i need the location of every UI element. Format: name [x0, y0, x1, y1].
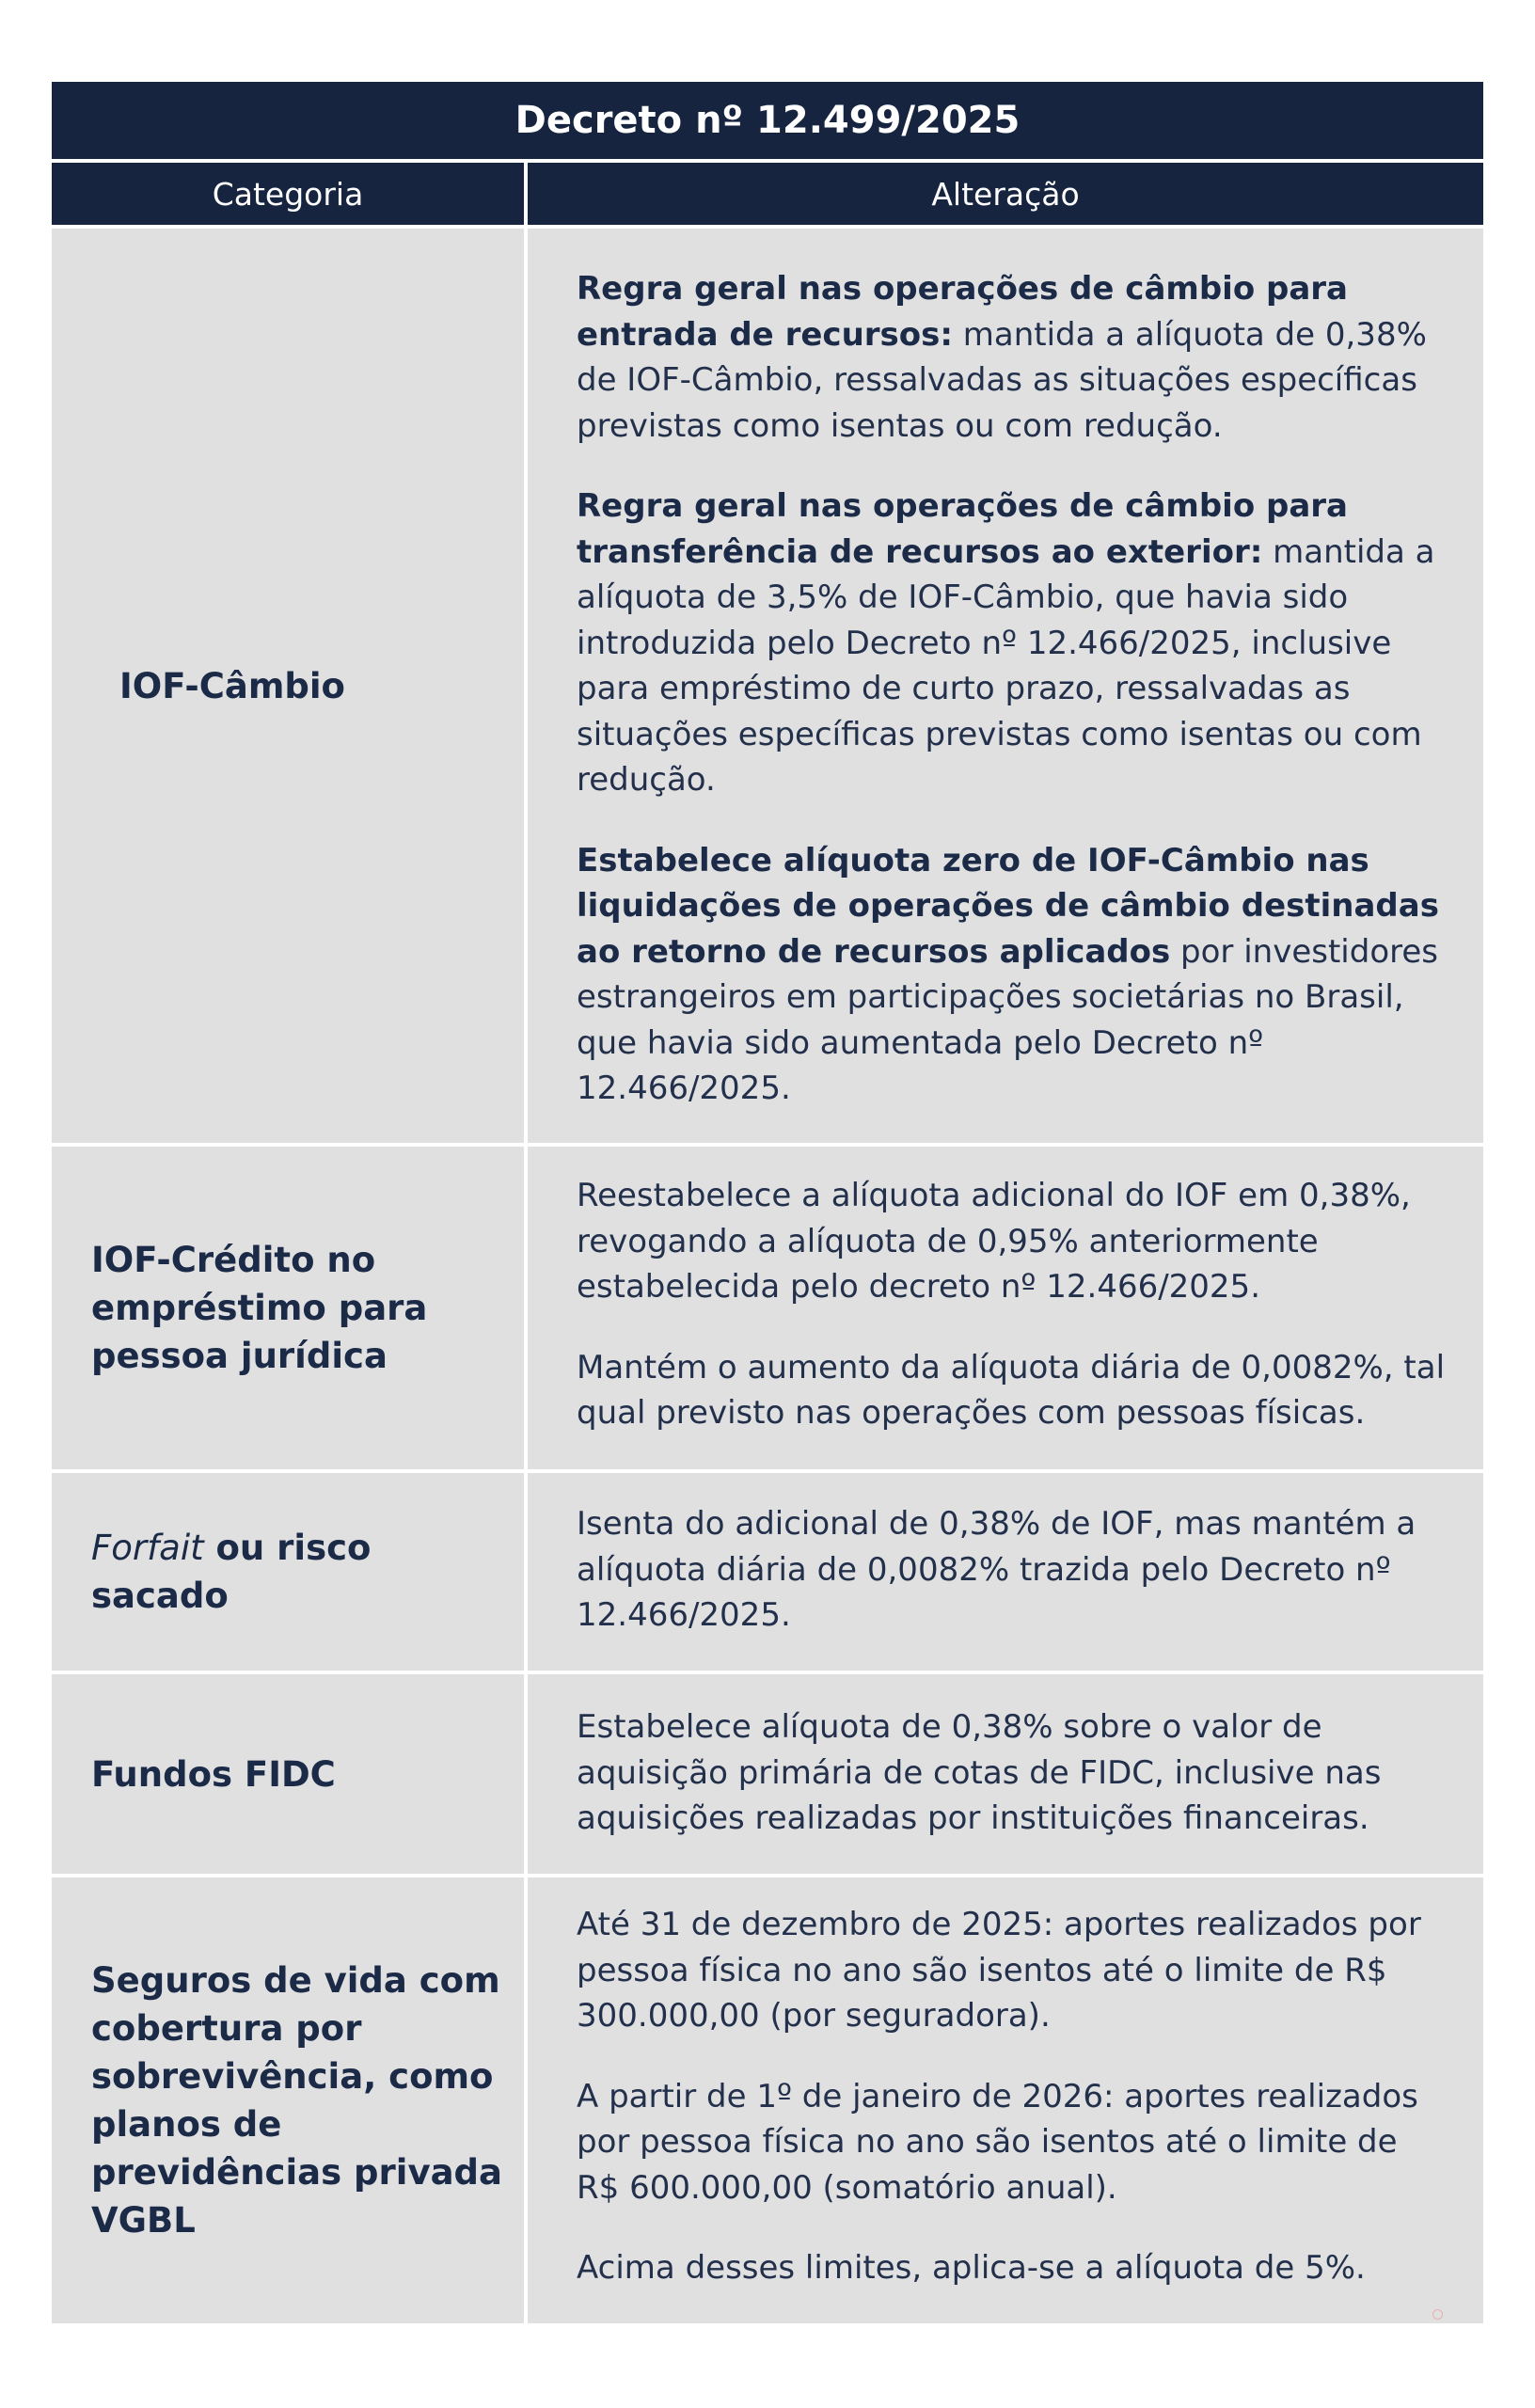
category-cell [52, 1877, 524, 2323]
alteration-cell [528, 1473, 1483, 1671]
alteration-paragraph: Regra geral nas operações de câmbio para entrada de recursos: mantida a alíquota de 0,38% de IOF-Câmbio, ressalvadas as situações específicas previstas como isentas ou com redução. [577, 270, 1427, 445]
table-row-forfait [52, 1473, 1483, 1671]
alteration-cell [528, 1877, 1483, 2323]
category-cell [52, 229, 524, 1143]
category-cell [52, 1147, 524, 1469]
decree-table [52, 82, 1483, 2323]
category-label: IOF-Câmbio [119, 665, 345, 706]
category-label: IOF-Crédito no empréstimo para pessoa jurídica [91, 1240, 428, 1376]
alteration-paragraph: Acima desses limites, aplica-se a alíquota de 5%. [577, 2249, 1366, 2287]
table-row-iof-credito [52, 1147, 1483, 1469]
table-row-iof-cambio [52, 229, 1483, 1143]
alteration-paragraph: Isenta do adicional de 0,38% de IOF, mas mantém a alíquota diária de 0,0082% trazida pelo Decreto nº 12.466/2025. [577, 1505, 1416, 1634]
category-cell [52, 1674, 524, 1874]
header-alteracao: Alteração [528, 163, 1483, 225]
table-row-seguros-vgbl [52, 1877, 1483, 2323]
alteration-paragraph: A partir de 1º de janeiro de 2026: aportes realizados por pessoa física no ano são isentos até o limite de R$ 600.000,00 (somatório anual). [577, 2077, 1418, 2207]
alteration-cell [528, 1674, 1483, 1874]
category-label: Seguros de vida com cobertura por sobrevivência, como planos de previdências privada VGBL [91, 1960, 502, 2241]
category-label: Fundos FIDC [91, 1753, 336, 1795]
table-row-fundos-fidc [52, 1674, 1483, 1874]
alteration-paragraph: Estabelece alíquota de 0,38% sobre o valor de aquisição primária de cotas de FIDC, inclusive nas aquisições realizadas por instituições financeiras. [577, 1708, 1382, 1837]
category-label: Forfait ou risco sacado [91, 1528, 372, 1616]
decorative-dot [1432, 2309, 1443, 2320]
alteration-paragraph: Estabelece alíquota zero de IOF-Câmbio nas liquidações de operações de câmbio destinadas ao retorno de recursos aplicados por investidores estrangeiros em participações societárias no Brasil, que havia sido aumentada pelo Decreto nº 12.466/2025. [577, 841, 1439, 1107]
alteration-paragraph: Até 31 de dezembro de 2025: aportes realizados por pessoa física no ano são isentos até o limite de R$ 300.000,00 (por seguradora). [577, 1906, 1421, 2035]
alteration-cell [528, 1147, 1483, 1469]
alteration-paragraph: Mantém o aumento da alíquota diária de 0,0082%, tal qual previsto nas operações com pessoas físicas. [577, 1348, 1446, 1432]
alteration-paragraph: Regra geral nas operações de câmbio para transferência de recursos ao exterior: mantida a alíquota de 3,5% de IOF-Câmbio, que havia sido introduzida pelo Decreto nº 12.466/2025, inclusive para empréstimo de curto prazo, ressalvadas as situações específicas previstas como isentas ou com redução. [577, 487, 1435, 799]
table-header-row [52, 163, 1483, 225]
header-categoria: Categoria [52, 163, 524, 225]
alteration-paragraph: Reestabelece a alíquota adicional do IOF em 0,38%, revogando a alíquota de 0,95% anteriormente estabelecida pelo decreto nº 12.466/2025. [577, 1177, 1411, 1306]
category-cell [52, 1473, 524, 1671]
alteration-cell [528, 229, 1483, 1143]
table-title: Decreto nº 12.499/2025 [52, 82, 1483, 159]
